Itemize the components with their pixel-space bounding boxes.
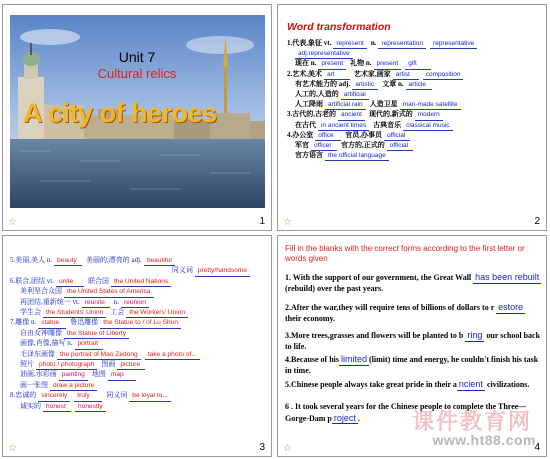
vocab-answer: official (387, 141, 413, 151)
vocab-label: 照片 (20, 360, 34, 369)
vocab-answer: sincerely (38, 391, 70, 401)
slide-number: 2 (534, 216, 540, 227)
watermark-chinese: 课件教育网 (411, 410, 532, 435)
vocab-answer: official (384, 131, 410, 141)
vocab-row (10, 266, 268, 276)
vocab-answer: truly (74, 391, 102, 401)
vocab-row (10, 391, 268, 401)
vocab-label: 文章 n. (382, 79, 404, 88)
vocab-row (10, 277, 268, 287)
vocab-answer: the United States of America (64, 287, 154, 297)
slide-number: 4 (534, 442, 540, 453)
vocab-answer: beautiful (144, 256, 175, 266)
question-text: (limit) time and energy, he couldn't finish his task in time. (285, 355, 539, 375)
question-5 (285, 379, 543, 391)
vocab-answer: the Workers' Union (126, 308, 188, 318)
vocab-answer: man-made satellite (400, 100, 461, 110)
answer-fill: estore (498, 302, 524, 312)
vocab-label: 人工降雨 (295, 100, 323, 109)
question-text: 5.Chinese people always take great pride in their a (285, 380, 457, 389)
vocab-row (287, 121, 541, 131)
vocab-row (10, 298, 268, 308)
vocab-answer: representative (430, 39, 477, 49)
vocab-label: 4.办公室 (287, 130, 314, 139)
vocab-answer: map (108, 370, 136, 380)
vocab-label: 同义词 (106, 391, 128, 400)
vocab-row (287, 90, 541, 100)
vocab-row (287, 141, 541, 151)
vocab-row (287, 110, 541, 120)
slide-number: 1 (259, 216, 265, 227)
vocab-answer: the Statue of Liberty (64, 329, 129, 339)
vocab-answer: art (324, 70, 350, 80)
vocab-answer: artificial (341, 90, 369, 100)
word-transformation-list (287, 39, 541, 161)
question-text: . (357, 413, 360, 423)
slide-3-thumbnail[interactable] (2, 235, 272, 457)
vocab-answer: portrait (75, 339, 103, 349)
question-text: 1. With the support of our government, the Great Wall (285, 273, 472, 282)
vocab-label: 官方语言 (295, 151, 323, 160)
vocab-answer: artistic (352, 80, 378, 90)
vocab-answer: the Statue to / of Lu Shun (100, 318, 181, 328)
vocab-answer: reunion (121, 298, 149, 308)
vocab-label: 8.忠诚的 (10, 391, 37, 400)
vocab-answer: present (318, 59, 346, 69)
vocab-row (10, 318, 268, 328)
star-icon: ☆ (8, 443, 17, 454)
star-icon: ☆ (8, 217, 17, 228)
vocab-label: 同义词 (171, 266, 193, 275)
vocab-answer: article (406, 80, 432, 90)
slide-1-thumbnail[interactable] (2, 4, 272, 231)
vocab-row (10, 339, 268, 349)
vocab-label: 官方的,正式的 (341, 141, 385, 150)
question-text: (rebuild) over the past years. (285, 283, 384, 293)
vocab-label: 古典音乐 (373, 120, 402, 129)
vocab-answer: picture (117, 360, 145, 370)
vocab-answer: the portrait of Mao Zedong (57, 350, 141, 360)
vocab-answer: artist (393, 70, 419, 80)
vocab-label: 人工的,人造的 (295, 90, 339, 99)
vocab-answer: ancient (338, 110, 365, 120)
vocab-label: 再团结,重新统一 vt. (20, 297, 80, 306)
vocab-answer: the official language (325, 151, 389, 161)
vocab-answer: the United Nations (111, 277, 171, 287)
vocab-label: 学生会 (20, 308, 41, 317)
vocab-row (287, 59, 541, 69)
vocab-row (10, 381, 268, 391)
question-1 (285, 272, 543, 294)
vocab-answer: pretty/handsome (195, 266, 250, 276)
watermark-url: www.ht88.com (432, 432, 536, 448)
star-icon: ☆ (283, 443, 292, 454)
vocab-row (287, 39, 541, 49)
vocab-row (287, 100, 541, 110)
question-text: our school back to life. (285, 331, 541, 351)
vocab-row (287, 80, 541, 90)
vocab-answer: represent (333, 39, 366, 49)
question-text: their economy. (285, 313, 336, 323)
vocab-answer: in ancient times (318, 121, 369, 131)
slide-2-thumbnail[interactable] (277, 4, 547, 231)
unit-title: Unit 7 (118, 49, 156, 65)
question-3 (285, 330, 543, 352)
slide-title: Word transformation (287, 21, 391, 33)
vocab-label: 人造卫星 (369, 100, 398, 109)
vocab-label: 鲁迅雕像 (70, 318, 99, 327)
vocab-row (10, 370, 268, 380)
vocab-label: 毛泽东画像 (20, 349, 55, 358)
vocab-label: 自由女神雕像 (20, 328, 62, 337)
question-text: 2.After the war,they will require tens of billions of dollars to r (285, 303, 495, 312)
vocab-label: 在古代 (295, 120, 316, 129)
vocab-label: 艺术家,画家 (354, 69, 391, 78)
answer-fill: has been rebuilt (475, 272, 540, 282)
vocabulary-list (10, 256, 268, 412)
answer-fill: roject (333, 412, 356, 423)
question-2 (285, 302, 543, 324)
vocab-row (10, 256, 268, 266)
vocab-answer: modern (415, 110, 443, 120)
question-text: civilizations. (486, 380, 530, 389)
vocab-label: 军官 (295, 141, 309, 150)
vocab-answer: take a photo of... (145, 350, 200, 360)
slide-number: 3 (259, 442, 265, 453)
vocab-answer: present (374, 59, 402, 69)
vocab-row (10, 329, 268, 339)
vocab-answer: classical music (403, 121, 452, 131)
vocab-label: 图画 (101, 360, 116, 369)
vocab-answer: photo / photograph (36, 360, 97, 370)
vocab-label: 2.艺术,美术 (287, 69, 322, 78)
star-icon: ☆ (283, 217, 292, 228)
slide-4-thumbnail[interactable] (277, 235, 547, 457)
vocab-label: n. (113, 297, 119, 306)
vocab-label: 工会 (110, 308, 125, 317)
vocab-answer: reunite (82, 298, 110, 308)
answer-fill: ring (467, 330, 483, 340)
vocab-label: 诚实的 (20, 401, 41, 410)
vocab-answer: statue (38, 318, 66, 328)
vocab-label: 地图 (91, 370, 106, 379)
vocab-label: 画像,肖像,描写 n. (20, 339, 73, 348)
vocab-answer: beauty (54, 256, 82, 266)
question-text: 3.More trees,grasses and flowers will be planted to b (285, 331, 464, 340)
vocab-label: 现在 n. (295, 59, 317, 68)
vocab-answer: unite (56, 277, 84, 287)
vocab-answer: draw a picture (50, 381, 97, 391)
vocab-label: 有艺术能力的 adj. (295, 79, 351, 88)
vocab-label: 官员,办事员 (345, 130, 382, 139)
vocab-row (10, 287, 268, 297)
vocab-answer: adj.representative (295, 49, 353, 59)
vocab-label: 美丽的,漂亮的 adj. (86, 256, 142, 264)
vocab-label: 5.美丽,美人 n. (10, 256, 52, 264)
vocab-answer: officer (311, 141, 337, 151)
vocab-answer: be loyal to... (129, 391, 171, 401)
vocab-answer: composition (423, 70, 464, 80)
vocab-label: 礼物 n. (350, 59, 372, 68)
vocab-label: 美利坚合众国 (20, 287, 62, 296)
unit-subtitle: Cultural relics (97, 66, 177, 81)
vocab-row (10, 360, 268, 370)
vocab-label: 7.雕像 n. (10, 318, 37, 327)
question-text: 4.Because of his (285, 355, 339, 364)
answer-fill: limited (341, 354, 368, 364)
vocab-row (10, 350, 268, 360)
vocab-row (10, 308, 268, 318)
vocab-row (287, 49, 541, 59)
question-text: 6 . It took several years for the Chinese people to complete the Three—Gorge-Dam p (285, 402, 527, 423)
vocab-answer: honestly (75, 402, 106, 412)
vocab-answer: representation (378, 39, 426, 49)
vocab-row (287, 131, 541, 141)
vocab-row (287, 151, 541, 161)
vocab-answer: the Students' Union (43, 308, 106, 318)
question-4 (285, 354, 543, 376)
vocab-label: 现代的,新式的 (368, 110, 413, 119)
vocab-answer: painting (59, 370, 88, 380)
vocab-answer: honest (43, 402, 71, 412)
lesson-heading: A city of heroes (23, 98, 217, 128)
vocab-label: 油画,水彩画 (20, 370, 57, 379)
answer-fill: ncient (458, 379, 483, 389)
vocab-row (10, 402, 268, 412)
vocab-label: 1.代表,象征 vt. (287, 39, 332, 47)
vocab-answer: artificial rain (325, 100, 366, 110)
vocab-label: 画一张图 (20, 380, 48, 389)
vocab-label: 联合国 (87, 276, 109, 285)
vocab-label: n. (370, 39, 377, 47)
vocab-answer: office (315, 131, 341, 141)
vocab-label: 3.古代的,古老的 (287, 110, 336, 119)
vocab-row (287, 70, 541, 80)
vocab-label: 6.联合,团结 vt. (10, 276, 54, 285)
vocab-answer: gift (405, 59, 431, 69)
exercise-instructions: Fill in the blanks with the correct forms according to the first letter or words given (285, 244, 525, 263)
